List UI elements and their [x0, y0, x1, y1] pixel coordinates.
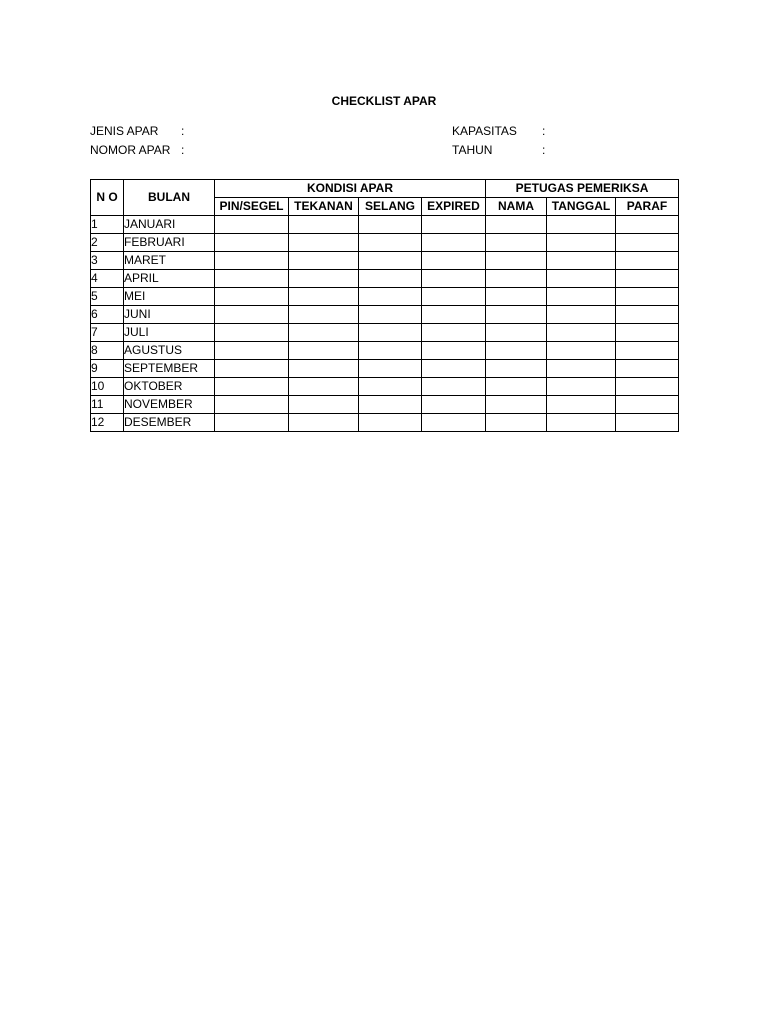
- paraf-cell[interactable]: [616, 342, 679, 360]
- month-cell: FEBRUARI: [124, 234, 215, 252]
- row-number-cell: 12: [91, 414, 124, 432]
- month-cell: JANUARI: [124, 216, 215, 234]
- tekanan-cell[interactable]: [289, 396, 359, 414]
- expired-cell[interactable]: [422, 396, 486, 414]
- row-number-cell: 6: [91, 306, 124, 324]
- tekanan-cell[interactable]: [289, 342, 359, 360]
- table-row: [91, 414, 679, 432]
- paraf-cell[interactable]: [616, 324, 679, 342]
- pin-segel-cell[interactable]: [215, 360, 289, 378]
- tekanan-cell[interactable]: [289, 234, 359, 252]
- tanggal-cell[interactable]: [547, 270, 616, 288]
- expired-cell[interactable]: [422, 288, 486, 306]
- nama-cell[interactable]: [486, 288, 547, 306]
- jenis-apar-label: JENIS APAR: [90, 124, 159, 138]
- tekanan-cell[interactable]: [289, 288, 359, 306]
- tanggal-cell[interactable]: [547, 216, 616, 234]
- tekanan-cell[interactable]: [289, 378, 359, 396]
- tanggal-cell[interactable]: [547, 324, 616, 342]
- selang-cell[interactable]: [359, 252, 422, 270]
- tanggal-cell[interactable]: [547, 306, 616, 324]
- nama-cell[interactable]: [486, 342, 547, 360]
- jenis-apar-colon: :: [181, 124, 185, 138]
- tahun-label: TAHUN: [452, 143, 493, 157]
- kapasitas-label: KAPASITAS: [452, 124, 517, 138]
- tekanan-cell[interactable]: [289, 252, 359, 270]
- month-cell: AGUSTUS: [124, 342, 215, 360]
- month-cell: JULI: [124, 324, 215, 342]
- expired-cell[interactable]: [422, 414, 486, 432]
- expired-cell[interactable]: [422, 360, 486, 378]
- paraf-header: PARAF: [616, 198, 679, 216]
- expired-cell[interactable]: [422, 252, 486, 270]
- selang-cell[interactable]: [359, 342, 422, 360]
- month-cell: MEI: [124, 288, 215, 306]
- tanggal-cell[interactable]: [547, 288, 616, 306]
- selang-cell[interactable]: [359, 324, 422, 342]
- month-cell: SEPTEMBER: [124, 360, 215, 378]
- table-row: [91, 360, 679, 378]
- nomor-apar-label: NOMOR APAR: [90, 143, 171, 157]
- nama-cell[interactable]: [486, 234, 547, 252]
- selang-cell[interactable]: [359, 288, 422, 306]
- tekanan-cell[interactable]: [289, 216, 359, 234]
- pin-segel-cell[interactable]: [215, 396, 289, 414]
- tekanan-cell[interactable]: [289, 324, 359, 342]
- kapasitas-colon: :: [542, 124, 546, 138]
- selang-cell[interactable]: [359, 270, 422, 288]
- table-row: [91, 342, 679, 360]
- no-header: N O: [91, 180, 124, 216]
- paraf-cell[interactable]: [616, 396, 679, 414]
- nama-cell[interactable]: [486, 414, 547, 432]
- row-number-cell: 4: [91, 270, 124, 288]
- tanggal-cell[interactable]: [547, 414, 616, 432]
- selang-cell[interactable]: [359, 414, 422, 432]
- table-row: [91, 234, 679, 252]
- table-row: [91, 306, 679, 324]
- pin-segel-cell[interactable]: [215, 306, 289, 324]
- nama-cell[interactable]: [486, 324, 547, 342]
- pin-segel-cell[interactable]: [215, 378, 289, 396]
- nama-cell[interactable]: [486, 270, 547, 288]
- table-row: [91, 252, 679, 270]
- paraf-cell[interactable]: [616, 360, 679, 378]
- paraf-cell[interactable]: [616, 234, 679, 252]
- nomor-apar-colon: :: [181, 143, 185, 157]
- paraf-cell[interactable]: [616, 414, 679, 432]
- pin-segel-cell[interactable]: [215, 288, 289, 306]
- expired-cell[interactable]: [422, 306, 486, 324]
- tekanan-cell[interactable]: [289, 270, 359, 288]
- tanggal-cell[interactable]: [547, 396, 616, 414]
- month-cell: JUNI: [124, 306, 215, 324]
- row-number-cell: 9: [91, 360, 124, 378]
- selang-cell[interactable]: [359, 396, 422, 414]
- nama-cell[interactable]: [486, 396, 547, 414]
- tekanan-header: TEKANAN: [289, 198, 359, 216]
- month-cell: APRIL: [124, 270, 215, 288]
- tanggal-cell[interactable]: [547, 378, 616, 396]
- selang-cell[interactable]: [359, 306, 422, 324]
- page-title: CHECKLIST APAR: [331, 94, 437, 108]
- nama-cell[interactable]: [486, 252, 547, 270]
- checklist-table: [90, 179, 679, 432]
- row-number-cell: 5: [91, 288, 124, 306]
- row-number-cell: 3: [91, 252, 124, 270]
- pin-segel-cell[interactable]: [215, 216, 289, 234]
- petugas-pemeriksa-header: PETUGAS PEMERIKSA: [486, 180, 679, 198]
- expired-cell[interactable]: [422, 234, 486, 252]
- row-number-cell: 10: [91, 378, 124, 396]
- month-cell: NOVEMBER: [124, 396, 215, 414]
- table-body: [91, 216, 679, 432]
- kondisi-apar-header: KONDISI APAR: [215, 180, 486, 198]
- tanggal-header: TANGGAL: [547, 198, 616, 216]
- pin-segel-cell[interactable]: [215, 324, 289, 342]
- tekanan-cell[interactable]: [289, 414, 359, 432]
- nama-cell[interactable]: [486, 378, 547, 396]
- selang-cell[interactable]: [359, 378, 422, 396]
- pin-segel-cell[interactable]: [215, 342, 289, 360]
- table-row: [91, 216, 679, 234]
- tanggal-cell[interactable]: [547, 252, 616, 270]
- paraf-cell[interactable]: [616, 216, 679, 234]
- bulan-header: BULAN: [124, 180, 215, 216]
- paraf-cell[interactable]: [616, 288, 679, 306]
- row-number-cell: 2: [91, 234, 124, 252]
- table-row: [91, 378, 679, 396]
- table-row: [91, 324, 679, 342]
- month-cell: DESEMBER: [124, 414, 215, 432]
- nama-header: NAMA: [486, 198, 547, 216]
- month-cell: OKTOBER: [124, 378, 215, 396]
- selang-cell[interactable]: [359, 216, 422, 234]
- table-row: [91, 270, 679, 288]
- nama-cell[interactable]: [486, 306, 547, 324]
- tanggal-cell[interactable]: [547, 360, 616, 378]
- paraf-cell[interactable]: [616, 252, 679, 270]
- selang-cell[interactable]: [359, 234, 422, 252]
- tekanan-cell[interactable]: [289, 360, 359, 378]
- tanggal-cell[interactable]: [547, 234, 616, 252]
- month-cell: MARET: [124, 252, 215, 270]
- pin-segel-cell[interactable]: [215, 414, 289, 432]
- expired-cell[interactable]: [422, 324, 486, 342]
- tahun-colon: :: [542, 143, 546, 157]
- row-number-cell: 7: [91, 324, 124, 342]
- paraf-cell[interactable]: [616, 306, 679, 324]
- pin-segel-cell[interactable]: [215, 270, 289, 288]
- expired-cell[interactable]: [422, 378, 486, 396]
- expired-cell[interactable]: [422, 342, 486, 360]
- nama-cell[interactable]: [486, 216, 547, 234]
- nama-cell[interactable]: [486, 360, 547, 378]
- tekanan-cell[interactable]: [289, 306, 359, 324]
- expired-cell[interactable]: [422, 270, 486, 288]
- row-number-cell: 11: [91, 396, 124, 414]
- pin-segel-cell[interactable]: [215, 234, 289, 252]
- selang-header: SELANG: [359, 198, 422, 216]
- row-number-cell: 8: [91, 342, 124, 360]
- selang-cell[interactable]: [359, 360, 422, 378]
- tanggal-cell[interactable]: [547, 342, 616, 360]
- paraf-cell[interactable]: [616, 270, 679, 288]
- table-row: [91, 396, 679, 414]
- paraf-cell[interactable]: [616, 378, 679, 396]
- expired-cell[interactable]: [422, 216, 486, 234]
- expired-header: EXPIRED: [422, 198, 486, 216]
- pin-segel-header: PIN/SEGEL: [215, 198, 289, 216]
- pin-segel-cell[interactable]: [215, 252, 289, 270]
- header-row-top: [91, 180, 679, 198]
- row-number-cell: 1: [91, 216, 124, 234]
- table-row: [91, 288, 679, 306]
